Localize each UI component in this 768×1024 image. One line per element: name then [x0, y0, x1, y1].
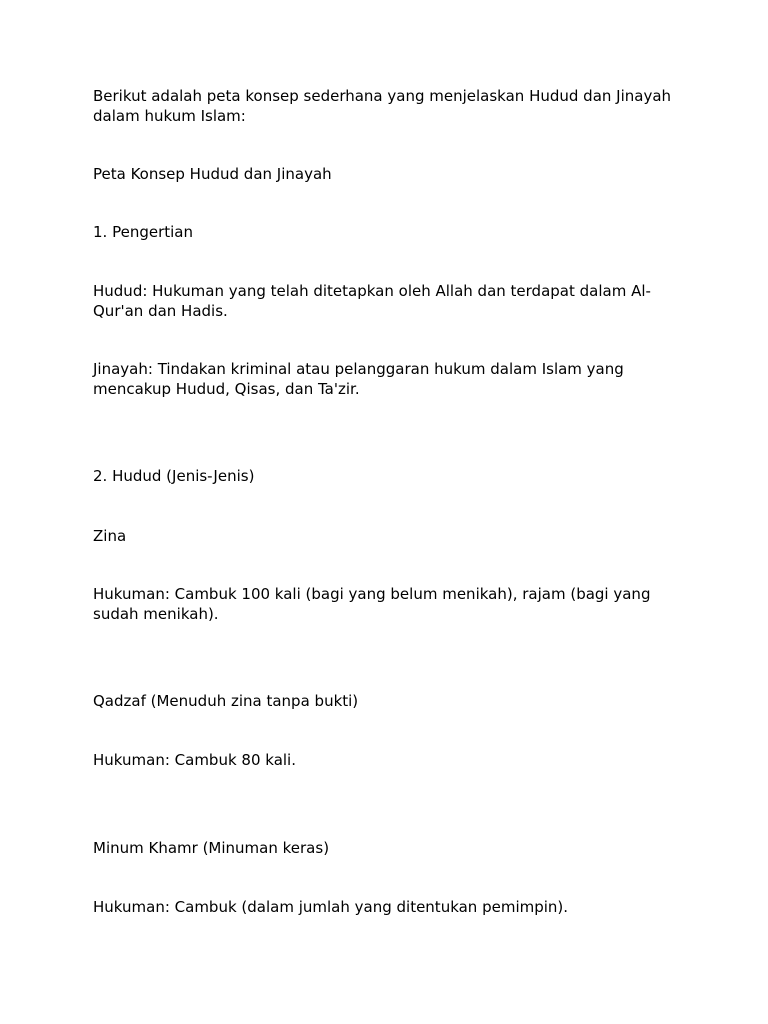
hudud-type-zina: Zina: [93, 527, 127, 545]
hudud-type-khamr: Minum Khamr (Minuman keras): [93, 839, 330, 857]
jinayah-definition: Jinayah: Tindakan kriminal atau pelanggaran hukum dalam Islam yang mencakup Hudud, Qisas, dan Ta'zir.: [93, 360, 624, 398]
qadzaf-punishment: Hukuman: Cambuk 80 kali.: [93, 751, 296, 769]
khamr-punishment: Hukuman: Cambuk (dalam jumlah yang ditentukan pemimpin).: [93, 898, 569, 916]
document-title: Peta Konsep Hudud dan Jinayah: [93, 165, 332, 183]
hudud-definition: Hudud: Hukuman yang telah ditetapkan oleh Allah dan terdapat dalam Al-Qur'an dan Hadis.: [93, 282, 651, 320]
intro-paragraph: Berikut adalah peta konsep sederhana yang menjelaskan Hudud dan Jinayah dalam hukum Islam:: [93, 87, 672, 125]
section-1-heading: 1. Pengertian: [93, 223, 193, 241]
zina-punishment: Hukuman: Cambuk 100 kali (bagi yang belum menikah), rajam (bagi yang sudah menikah).: [93, 585, 651, 623]
hudud-type-qadzaf: Qadzaf (Menuduh zina tanpa bukti): [93, 692, 359, 710]
section-2-heading: 2. Hudud (Jenis-Jenis): [93, 467, 255, 485]
